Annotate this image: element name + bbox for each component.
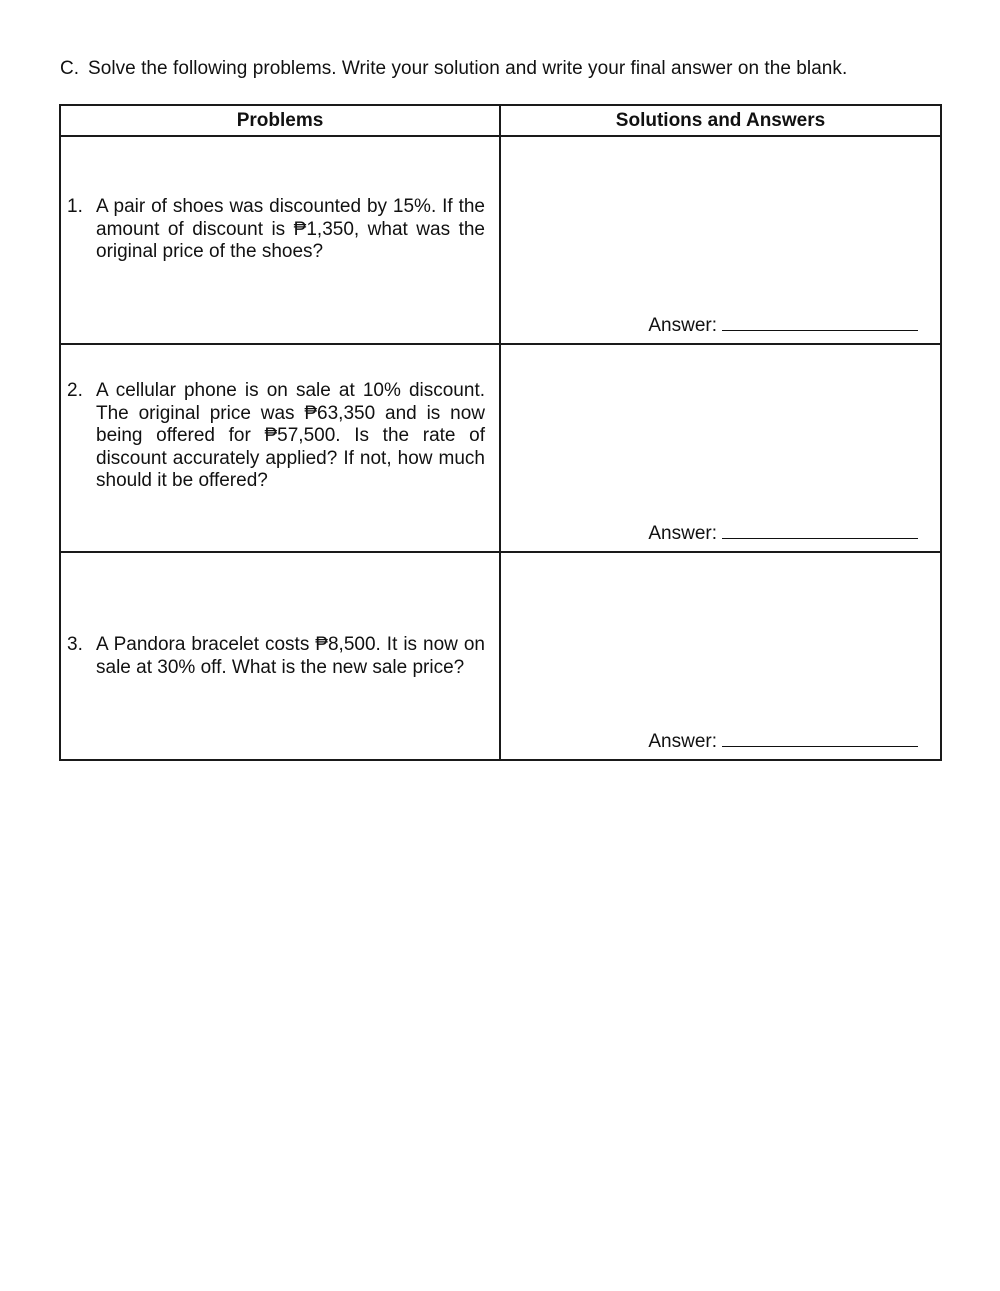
problems-table <box>59 104 942 761</box>
header-solutions: Solutions and Answers <box>500 105 941 136</box>
answer-label: Answer: <box>648 731 717 752</box>
table-header-row <box>60 105 941 136</box>
problem-text: A pair of shoes was discounted by 15%. If the amount of discount is ₱1,350, what was the original price of the shoes? <box>96 196 485 263</box>
answer-blank-3[interactable] <box>722 729 918 747</box>
solution-cell-3[interactable] <box>500 552 941 760</box>
answer-blank-1[interactable] <box>722 313 918 331</box>
problem-text: A Pandora bracelet costs ₱8,500. It is now on sale at 30% off. What is the new sale price? <box>96 634 485 678</box>
table-row <box>60 344 941 552</box>
answer-blank-2[interactable] <box>722 521 918 539</box>
problem-number: 3. <box>67 634 83 655</box>
problem-cell-2 <box>60 344 500 552</box>
answer-line-2 <box>648 521 918 545</box>
problem-cell-3 <box>60 552 500 760</box>
solution-cell-1[interactable] <box>500 136 941 344</box>
problem-2 <box>67 380 485 493</box>
problem-1 <box>67 196 485 264</box>
answer-label: Answer: <box>648 315 717 336</box>
header-problems: Problems <box>60 105 500 136</box>
answer-line-3 <box>648 729 918 753</box>
instruction-text <box>60 58 847 80</box>
problem-number: 1. <box>67 196 83 217</box>
section-letter: C. <box>60 58 80 79</box>
instruction-body: Solve the following problems. Write your solution and write your final answer on the blank. <box>88 58 848 79</box>
problem-3 <box>67 634 485 679</box>
problem-text: A cellular phone is on sale at 10% discount. The original price was ₱63,350 and is now being offered for ₱57,500. Is the rate of discount accurately applied? If not, how much should it be offered? <box>96 380 485 492</box>
problem-cell-1 <box>60 136 500 344</box>
table-row <box>60 552 941 760</box>
answer-line-1 <box>648 313 918 337</box>
table-row <box>60 136 941 344</box>
solution-cell-2[interactable] <box>500 344 941 552</box>
answer-label: Answer: <box>648 523 717 544</box>
problem-number: 2. <box>67 380 83 401</box>
